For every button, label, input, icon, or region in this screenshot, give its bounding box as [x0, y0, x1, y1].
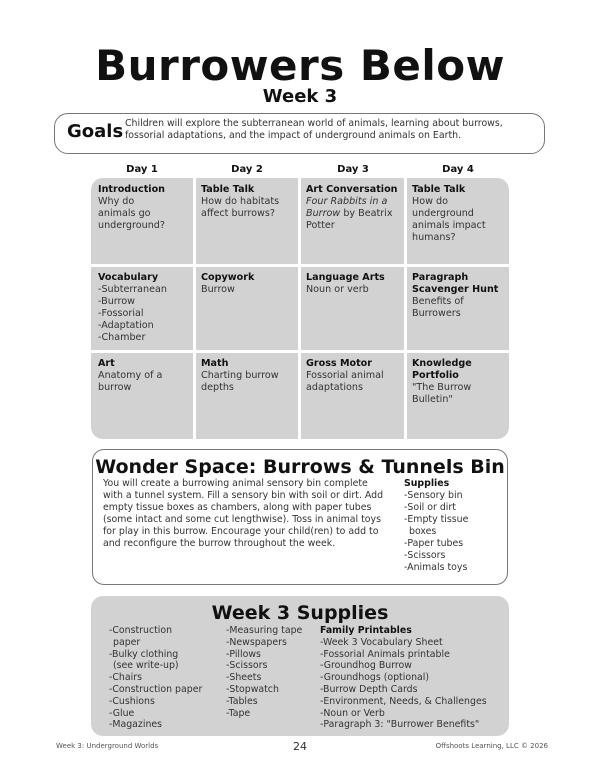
cell-line: Burrow: [201, 284, 235, 295]
cell-title: Math: [201, 358, 229, 369]
printable-item: -Noun or Verb: [320, 707, 385, 719]
cell-title: Table Talk: [201, 184, 255, 195]
cell-title: Portfolio: [412, 370, 459, 381]
day-header-1: Day 1: [126, 164, 158, 175]
page-title: Burrowers Below: [95, 41, 505, 90]
cell-title: Art: [98, 358, 115, 369]
supplies-column-1: [109, 625, 202, 731]
cell-title: Paragraph: [412, 272, 469, 283]
printable-item: -Burrow Depth Cards: [320, 683, 418, 695]
grid-divider: [91, 264, 509, 267]
cell-line: -Burrow: [98, 296, 136, 307]
cell-line: Fossorial animal: [306, 370, 384, 381]
wonder-supplies-list: [404, 478, 504, 574]
supply-item: -Soil or dirt: [404, 502, 456, 513]
cell-title: Gross Motor: [306, 358, 373, 369]
cell-title: Language Arts: [306, 272, 385, 283]
cell-line: underground: [412, 208, 474, 219]
goals-text: Children will explore the subterranean world of animals, learning about burrows, fossorial adaptations, and the impact of underground animals on Earth.: [125, 118, 503, 141]
grid-cell-day3-gross-motor: [301, 354, 403, 437]
cell-title: Knowledge: [412, 358, 472, 369]
supply-item: -Chairs: [109, 672, 142, 684]
cell-line: animals impact: [412, 220, 486, 231]
supply-item: -Sheets: [226, 672, 262, 684]
supply-item: -Scissors: [404, 550, 446, 561]
day-header-3: Day 3: [337, 164, 369, 175]
cell-line: depths: [201, 382, 234, 393]
supply-item: -Magazines: [109, 719, 163, 731]
cell-line: Benefits of: [412, 296, 464, 307]
week-supplies-title: Week 3 Supplies: [211, 602, 389, 624]
grid-cell-day4-knowledge-portfolio: [407, 354, 509, 437]
day-header-2: Day 2: [231, 164, 263, 175]
description-line: with a tunnel system. Fill a sensory bin with soil or dirt. Add: [103, 490, 384, 501]
grid-cell-day4-table-talk: [407, 180, 509, 263]
cell-line: "The Burrow: [412, 382, 472, 393]
supply-item: -Animals toys: [404, 562, 468, 573]
page-number: 24: [293, 740, 307, 753]
cell-line: underground?: [98, 220, 165, 231]
printable-item: -Paragraph 3: "Burrower Benefits": [320, 719, 480, 731]
supply-item: -Construction: [109, 625, 173, 636]
cell-line: How do: [412, 196, 448, 207]
cell-line: animals go: [98, 208, 151, 219]
day-header-4: Day 4: [442, 164, 474, 175]
cell-line: by Beatrix: [340, 208, 393, 219]
cell-line: -Adaptation: [98, 320, 154, 331]
cell-line: Noun or verb: [306, 284, 369, 295]
cell-line: burrow: [98, 382, 132, 393]
grid-cell-day3-language-arts: [301, 268, 403, 351]
cell-title: Copywork: [201, 272, 255, 283]
printable-item: -Groundhog Burrow: [320, 660, 412, 672]
grid-cell-day2-math: [196, 354, 298, 437]
printable-item: -Environment, Needs, & Challenges: [320, 695, 487, 707]
printable-item: -Fossorial Animals printable: [320, 648, 450, 660]
supply-item: -Pillows: [226, 648, 261, 660]
cell-line: -Chamber: [98, 332, 146, 343]
cell-title: Introduction: [98, 184, 165, 195]
supply-item: paper: [113, 636, 141, 648]
supply-item: boxes: [409, 526, 437, 537]
cell-title: Table Talk: [412, 184, 466, 195]
supply-item: -Newspapers: [226, 636, 287, 648]
supply-item: -Paper tubes: [404, 538, 464, 549]
cell-line: Charting burrow: [201, 370, 279, 381]
cell-line: Burrowers: [412, 308, 461, 319]
supply-item: -Empty tissue: [404, 514, 469, 525]
description-line: empty tissue boxes as chambers, along with paper tubes: [103, 502, 372, 513]
wonder-supplies-heading: Supplies: [404, 478, 450, 489]
supply-item: -Stopwatch: [226, 683, 279, 695]
footer-right: Offshoots Learning, LLC © 2026: [435, 742, 548, 750]
cell-line: How do habitats: [201, 196, 280, 207]
supply-item: -Scissors: [226, 660, 268, 672]
goals-label: Goals: [67, 121, 124, 142]
grid-cell-day2-table-talk: [196, 180, 298, 263]
supply-item: -Tape: [226, 707, 251, 719]
grid-cell-day1-art: [93, 354, 195, 437]
supply-item: -Measuring tape: [226, 625, 303, 636]
supply-item: -Construction paper: [109, 683, 203, 695]
cell-line: Why do: [98, 196, 135, 207]
cell-line: adaptations: [306, 382, 363, 393]
cell-line: Anatomy of a: [98, 370, 163, 381]
cell-line: Bulletin": [412, 394, 453, 405]
printable-item: -Groundhogs (optional): [320, 672, 430, 684]
supply-item: -Sensory bin: [404, 490, 463, 501]
description-line: (some intact and some cut lengthwise). Toss in animal toys: [103, 514, 381, 525]
cell-line: Potter: [306, 220, 335, 231]
cell-line: affect burrows?: [201, 208, 275, 219]
wonder-space-description: [103, 478, 401, 550]
grid-cell-day4-paragraph-hunt: [407, 268, 509, 351]
grid-cell-day1-introduction: [93, 180, 195, 263]
supplies-column-2: [226, 625, 302, 719]
grid-cell-day1-vocabulary: [93, 268, 195, 351]
description-line: for play in this burrow. Encourage your child(ren) to add to: [103, 526, 379, 537]
cell-title: Vocabulary: [98, 272, 159, 283]
book-title: Four Rabbits in a: [306, 196, 388, 207]
grid-cell-day3-art-conversation: [301, 180, 403, 263]
supply-item: (see write-up): [113, 660, 179, 672]
footer-left: Week 3: Underground Worlds: [56, 742, 159, 750]
book-title: Burrow: [306, 208, 341, 219]
cell-line: -Fossorial: [98, 308, 144, 319]
cell-line: humans?: [412, 232, 456, 243]
supplies-column-3: [320, 625, 487, 731]
goals-box: [54, 113, 545, 154]
supply-item: -Tables: [226, 695, 258, 707]
printable-item: -Week 3 Vocabulary Sheet: [320, 636, 443, 648]
cell-title: Art Conversation: [306, 184, 398, 195]
wonder-space-title: Wonder Space: Burrows & Tunnels Bin: [95, 456, 505, 478]
family-printables-heading: Family Printables: [320, 625, 412, 636]
supply-item: -Bulky clothing: [109, 648, 179, 660]
description-line: and reconfigure the burrow throughout the week.: [103, 538, 336, 549]
description-line: You will create a burrowing animal sensory bin complete: [103, 478, 368, 489]
cell-line: -Subterranean: [98, 284, 167, 295]
page-subtitle: Week 3: [262, 86, 338, 107]
cell-title: Scavenger Hunt: [412, 284, 499, 295]
supply-item: -Cushions: [109, 695, 155, 707]
supply-item: -Glue: [109, 707, 135, 719]
grid-cell-day2-copywork: [196, 268, 298, 351]
